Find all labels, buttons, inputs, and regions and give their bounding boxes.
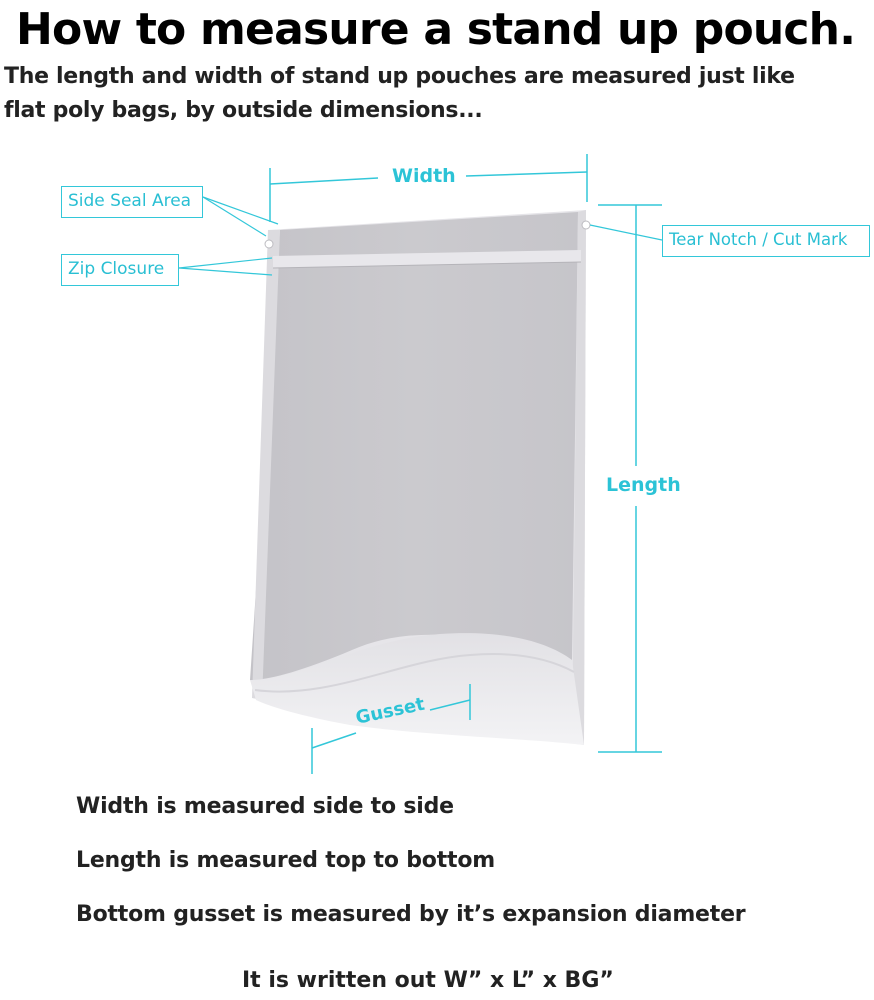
note-width: Width is measured side to side [76, 794, 454, 819]
zip-closure-callout: Zip Closure [61, 254, 179, 286]
tear-notch-left [265, 240, 273, 248]
note-gusset: Bottom gusset is measured by it’s expansion diameter [76, 902, 746, 927]
tear-notch-right [582, 221, 590, 229]
formula-text: It is written out W” x L” x BG” [242, 968, 614, 993]
side-seal-callout: Side Seal Area [61, 186, 203, 218]
width-label: Width [392, 165, 456, 187]
page-title: How to measure a stand up pouch. [16, 4, 856, 55]
intro-line-2: flat poly bags, by outside dimensions... [4, 98, 483, 123]
length-label: Length [606, 474, 681, 496]
gusset-label: Gusset [353, 693, 427, 729]
tear-notch-callout: Tear Notch / Cut Mark [662, 225, 870, 257]
intro-line-1: The length and width of stand up pouches are measured just like [4, 64, 795, 89]
pouch-body [250, 212, 578, 680]
note-length: Length is measured top to bottom [76, 848, 495, 873]
